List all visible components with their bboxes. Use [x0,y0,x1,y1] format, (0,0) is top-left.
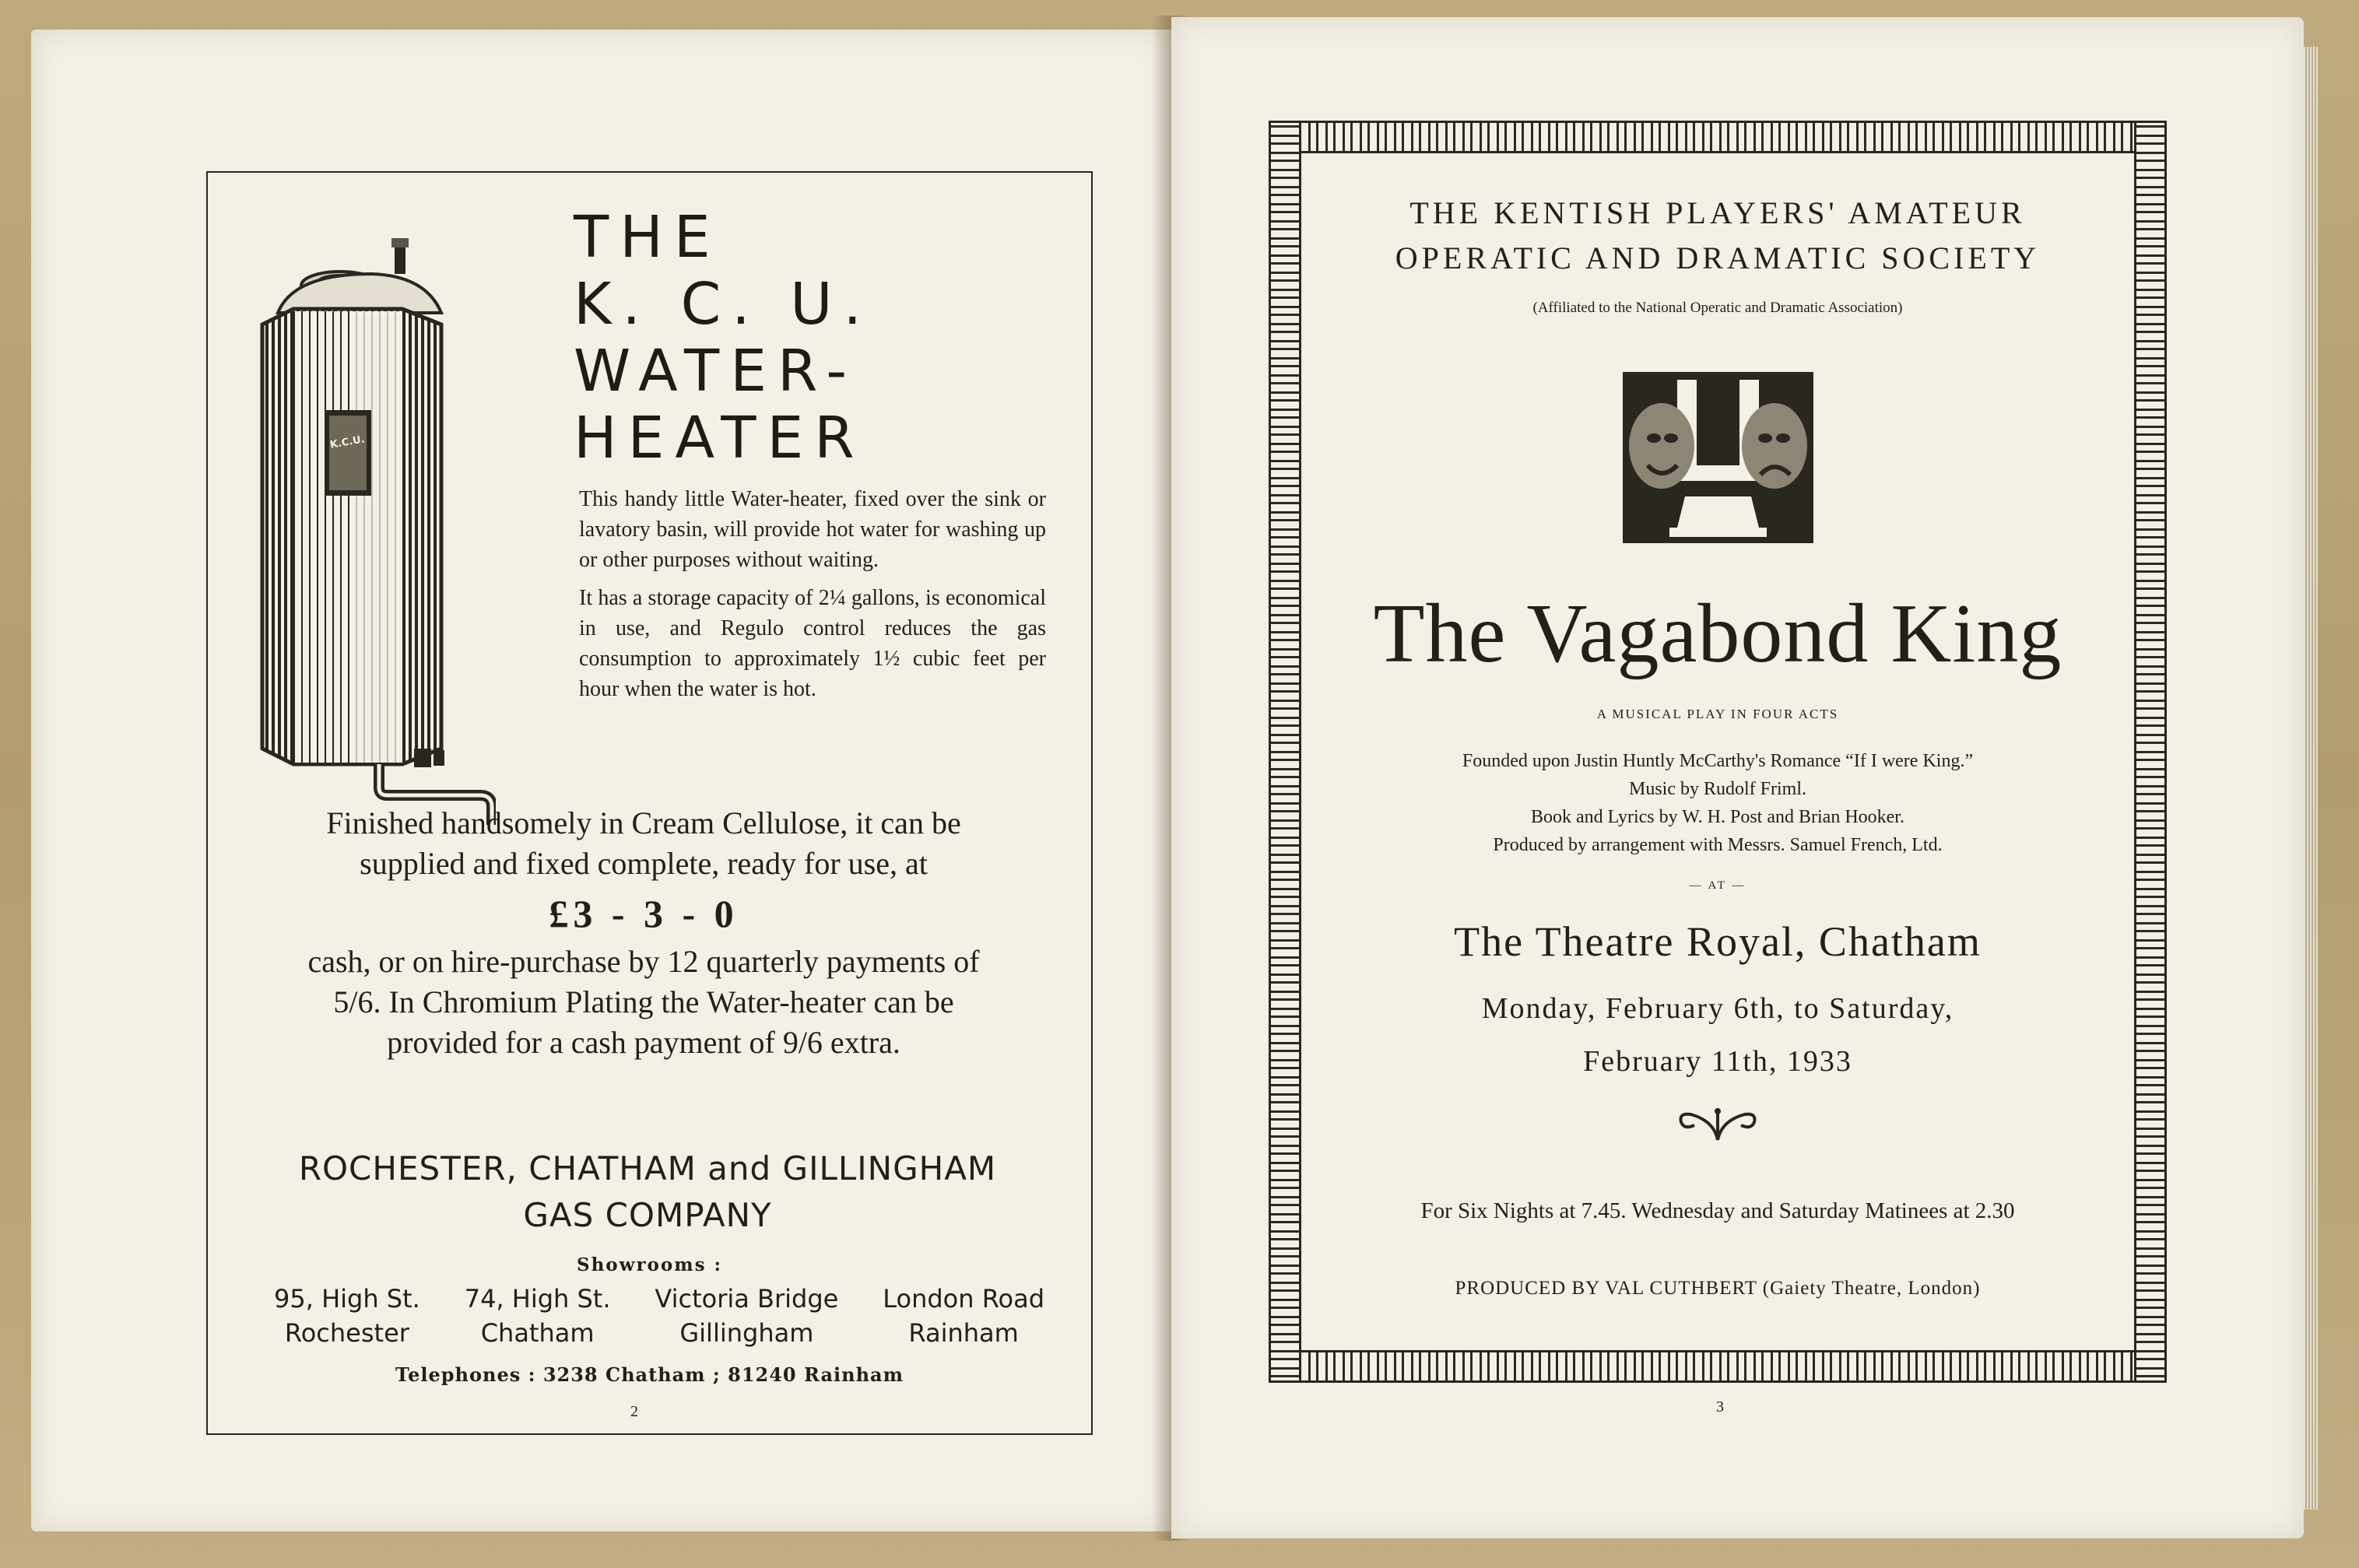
decorative-border-left [1269,121,1301,1383]
ad-title-line: THE [574,204,721,271]
page-number-right: 3 [1716,1398,1724,1415]
showroom-item [883,1282,1044,1350]
showroom-town: Gillingham [679,1318,814,1348]
water-heater-illustration [247,219,496,826]
page-edges [2304,47,2318,1510]
society-name [1301,191,2134,281]
company-name [255,1145,1041,1239]
company-line: GAS COMPANY [523,1196,772,1234]
ad-title-line: WATER- [574,338,858,405]
ad-offer [301,803,986,1063]
ad-title-line: K. C. U. [574,271,872,338]
hire-purchase-text: cash, or on hire-purchase by 12 quarterly payments of 5/6. In Chromium Plating the Water-heater can be provided for a cash payment of 9/6 extra. [307,944,980,1060]
showroom-address: Victoria Bridge [655,1284,839,1314]
credit-line: Founded upon Justin Huntly McCarthy's Romance “If I were King.” [1462,751,1974,771]
showroom-address: 95, High St. [274,1284,420,1314]
credit-line: Music by Rudolf Friml. [1628,779,1806,799]
venue-name: The Theatre Royal, Chatham [1454,918,1982,965]
affiliation-note: (Affiliated to the National Operatic and Dramatic Association) [1532,300,1903,316]
decorative-border-bottom [1269,1350,2167,1383]
page-number-left: 2 [630,1403,638,1420]
left-page [31,30,1171,1531]
ad-title-line: HEATER [574,405,865,472]
decorative-border-right [2134,121,2167,1383]
showroom-address: 74, High St. [464,1284,611,1314]
play-title: The Vagabond King [1373,588,2062,680]
ad-description [579,484,1046,712]
showroom-town: Rochester [284,1318,409,1348]
flourish-ornament-icon [1675,1105,1760,1144]
showroom-item [655,1282,838,1350]
price: £3 - 3 - 0 [549,892,739,935]
performance-times: For Six Nights at 7.45. Wednesday and Saturday Matinees at 2.30 [1420,1198,2015,1223]
theatre-masks-emblem [1623,372,1813,543]
society-line: OPERATIC AND DRAMATIC SOCIETY [1395,240,2041,275]
showroom-town: Rainham [908,1318,1019,1348]
heater-badge-text: K.C.U. [328,433,366,451]
finish-text: Finished handsomely in Cream Cellulose, it can be supplied and fixed complete, ready for use, at [326,805,961,881]
producer-credit: PRODUCED BY VAL CUTHBERT (Gaiety Theatre, London) [1455,1278,1981,1299]
description-paragraph: It has a storage capacity of 2¼ gallons, is economical in use, and Regulo control reduces the gas consumption to approximately 1½ cubic feet per hour when the water is hot. [579,586,1046,701]
performance-dates [1301,982,2134,1088]
decorative-border-top [1269,121,2167,153]
ad-title [574,204,872,472]
water-heater-advertisement [206,171,1093,1435]
showroom-item [465,1282,611,1350]
dates-line: Monday, February 6th, to Saturday, [1481,992,1954,1025]
description-paragraph: This handy little Water-heater, fixed over the sink or lavatory basin, will provide hot water for washing up or other purposes without waiting. [579,487,1046,572]
society-line: THE KENTISH PLAYERS' AMATEUR [1409,195,2026,230]
credit-line: Book and Lyrics by W. H. Post and Brian Hooker. [1531,807,1904,827]
at-label: — AT — [1689,879,1746,892]
dates-line: February 11th, 1933 [1583,1045,1852,1078]
company-line: ROCHESTER, CHATHAM and GILLINGHAM [298,1149,997,1187]
showroom-item [274,1282,420,1350]
credit-line: Produced by arrangement with Messrs. Samuel French, Ltd. [1493,835,1943,855]
play-credits [1301,747,2134,859]
showrooms-label: Showrooms : [576,1254,723,1275]
play-subtitle: A MUSICAL PLAY IN FOUR ACTS [1596,707,1839,721]
telephone-numbers: Telephones : 3238 Chatham ; 81240 Rainham [395,1363,904,1386]
showroom-town: Chatham [480,1318,595,1348]
showroom-address: London Road [883,1284,1044,1314]
showroom-list [274,1282,1044,1350]
